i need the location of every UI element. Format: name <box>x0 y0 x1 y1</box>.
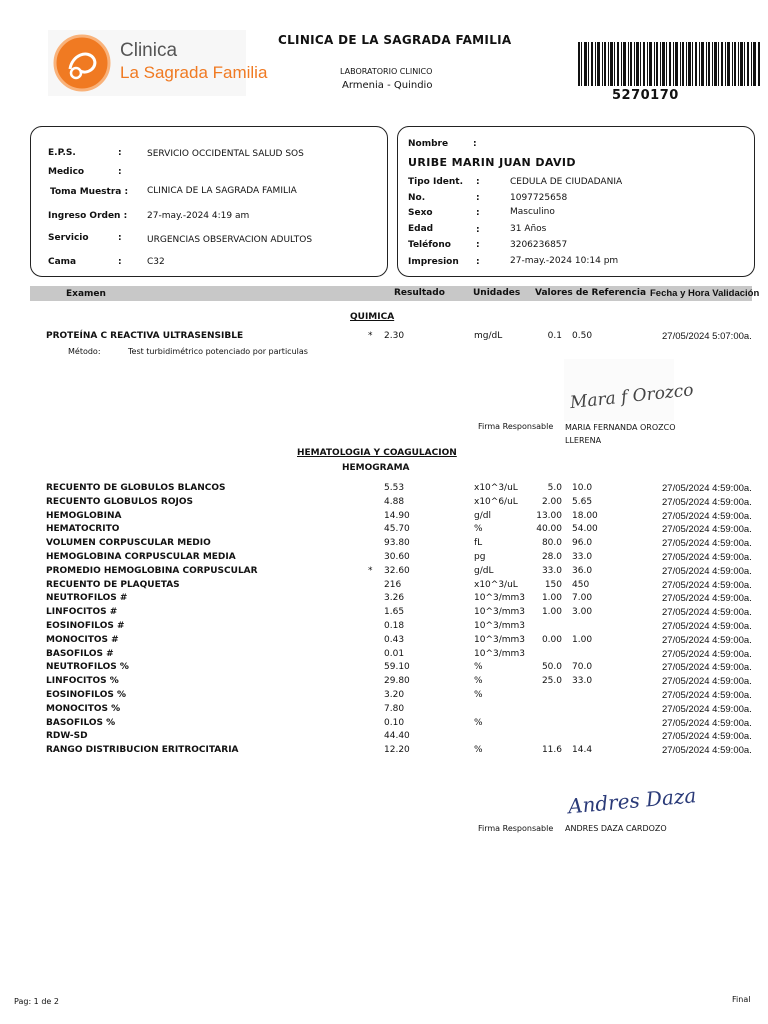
test-unit: x10^3/uL <box>474 579 518 590</box>
table-row <box>0 621 768 635</box>
test-name: NEUTROFILOS % <box>46 662 129 673</box>
test-value: 32.60 <box>384 565 410 576</box>
test-unit: 10^3/mm3 <box>474 634 526 645</box>
test-value: 29.80 <box>384 676 410 687</box>
validation-date: 27/05/2024 4:59:00a. <box>662 634 752 646</box>
section-hematologia: HEMATOLOGIA Y COAGULACION <box>297 448 457 458</box>
test-name: LINFOCITOS % <box>46 676 119 687</box>
responsable-name-2: LLERENA <box>565 436 602 445</box>
impresion-value: 27-may.-2024 10:14 pm <box>510 256 619 266</box>
test-value: 5.53 <box>384 483 405 493</box>
test-unit: % <box>474 524 483 535</box>
test-name: NEUTROFILOS # <box>46 593 128 604</box>
edad-value: 31 Años <box>510 224 547 234</box>
telefono-colon: : <box>476 240 480 250</box>
test-unit: g/dL <box>474 565 494 576</box>
no-label: No. <box>408 193 426 203</box>
method-label: Método: <box>68 347 101 356</box>
validation-date: 27/05/2024 4:59:00a. <box>662 607 752 619</box>
ref-max: 54.00 <box>572 524 598 535</box>
cama-value: C32 <box>147 257 165 267</box>
tipo-value: CEDULA DE CIUDADANIA <box>510 177 623 187</box>
test-unit: x10^6/uL <box>474 496 518 507</box>
test-unit: 10^3/mm3 <box>474 593 526 604</box>
ref-max: 33.0 <box>572 552 593 562</box>
cama-colon: : <box>118 257 122 267</box>
test-unit: pg <box>474 552 486 562</box>
subsection-hemograma: HEMOGRAMA <box>342 463 410 473</box>
test-value: 30.60 <box>384 552 410 562</box>
table-row <box>0 607 768 621</box>
table-row <box>0 745 768 759</box>
ref-min: 25.0 <box>541 676 562 687</box>
nombre-colon: : <box>473 139 477 149</box>
table-row <box>0 635 768 649</box>
barcode-number: 5270170 <box>612 88 679 103</box>
test-name: RECUENTO GLOBULOS ROJOS <box>46 496 193 507</box>
test-name: HEMOGLOBINA <box>46 510 122 521</box>
validation-date: 27/05/2024 4:59:00a. <box>662 621 752 632</box>
medico-colon: : <box>118 167 122 177</box>
test-unit: % <box>474 662 483 673</box>
col-examen: Examen <box>66 289 106 299</box>
signature-image <box>566 763 698 823</box>
validation-date: 27/05/2024 4:59:00a. <box>662 593 752 605</box>
ref-max: 7.00 <box>572 593 593 604</box>
barcode-icon <box>578 42 762 86</box>
ref-max: 10.0 <box>572 483 593 493</box>
table-row <box>0 331 768 345</box>
ref-min: 1.00 <box>541 593 562 604</box>
validation-date: 27/05/2024 4:59:00a. <box>662 731 752 743</box>
ref-min: 0.1 <box>547 331 562 341</box>
logo-line2: La Sagrada Familia <box>120 63 268 82</box>
ref-max: 96.0 <box>572 538 593 549</box>
test-name: BASOFILOS # <box>46 648 114 659</box>
test-unit: 10^3/mm3 <box>474 621 526 631</box>
validation-date: 27/05/2024 4:59:00a. <box>662 496 752 508</box>
test-name: HEMOGLOBINA CORPUSCULAR MEDIA <box>46 552 236 562</box>
signature-image <box>564 359 695 421</box>
test-name: BASOFILOS % <box>46 717 116 728</box>
test-name: PROTEÍNA C REACTIVA ULTRASENSIBLE <box>46 331 244 341</box>
validation-date: 27/05/2024 4:59:00a. <box>662 703 752 715</box>
test-name: EOSINOFILOS % <box>46 690 127 700</box>
eps-value: SERVICIO OCCIDENTAL SALUD SOS <box>147 149 304 159</box>
ref-min: 0.00 <box>541 634 562 645</box>
validation-date: 27/05/2024 4:59:00a. <box>662 717 752 729</box>
ref-max: 1.00 <box>572 634 593 645</box>
ref-max: 0.50 <box>572 331 593 341</box>
clinic-logo <box>48 30 268 96</box>
table-row <box>0 676 768 690</box>
col-fecha: Fecha y Hora Validación <box>650 288 760 299</box>
eps-colon: : <box>118 148 122 158</box>
test-unit: fL <box>474 538 483 549</box>
section-quimica: QUIMICA <box>350 312 395 322</box>
test-name: MONOCITOS % <box>46 703 121 714</box>
test-unit: % <box>474 676 483 687</box>
test-name: RANGO DISTRIBUCION ERITROCITARIA <box>46 745 239 756</box>
validation-date: 27/05/2024 4:59:00a. <box>662 510 752 522</box>
servicio-label: Servicio <box>48 233 89 243</box>
test-value: 0.10 <box>384 717 405 728</box>
logo-line1: Clinica <box>120 40 178 61</box>
validation-date: 27/05/2024 4:59:00a. <box>662 524 752 536</box>
ref-min: 150 <box>544 579 562 590</box>
sexo-value: Masculino <box>510 207 555 217</box>
ref-max: 5.65 <box>572 496 593 507</box>
table-row <box>0 511 768 525</box>
test-value: 216 <box>384 579 402 590</box>
report-status: Final <box>732 995 751 1004</box>
test-name: VOLUMEN CORPUSCULAR MEDIO <box>46 538 211 549</box>
signature-handwriting: Andres Daza <box>567 783 698 819</box>
table-row <box>0 649 768 663</box>
test-name: MONOCITOS # <box>46 634 119 645</box>
validation-date: 27/05/2024 4:59:00a. <box>662 745 752 757</box>
ref-max: 70.0 <box>572 662 593 673</box>
telefono-value: 3206236857 <box>510 240 568 250</box>
table-row <box>0 524 768 538</box>
ref-max: 3.00 <box>572 607 593 618</box>
nombre-label: Nombre <box>408 139 449 149</box>
ref-min: 11.6 <box>541 745 562 756</box>
test-value: 1.65 <box>384 607 405 618</box>
ref-min: 5.0 <box>547 483 562 493</box>
test-value: 44.40 <box>384 731 410 742</box>
table-row <box>0 662 768 676</box>
firma-label: Firma Responsable <box>478 422 554 431</box>
ref-min: 50.0 <box>541 662 562 673</box>
page-title: CLINICA DE LA SAGRADA FAMILIA <box>278 33 512 47</box>
ref-min: 33.0 <box>541 565 562 576</box>
responsable-name: ANDRES DAZA CARDOZO <box>565 824 667 833</box>
test-value: 59.10 <box>384 662 410 673</box>
ingreso-value: 27-may.-2024 4:19 am <box>147 211 250 221</box>
col-unidades: Unidades <box>473 288 521 298</box>
test-value: 3.20 <box>384 690 405 700</box>
validation-date: 27/05/2024 4:59:00a. <box>662 690 752 701</box>
table-row <box>0 731 768 745</box>
page-number: Pag: 1 de 2 <box>14 997 59 1006</box>
patient-name: URIBE MARIN JUAN DAVID <box>408 156 576 169</box>
validation-date: 27/05/2024 4:59:00a. <box>662 483 752 494</box>
test-unit: mg/dL <box>474 331 503 341</box>
signature-handwriting: Mara f Orozco <box>569 380 695 414</box>
test-name: RECUENTO DE GLOBULOS BLANCOS <box>46 483 226 493</box>
validation-date: 27/05/2024 4:59:00a. <box>662 552 752 563</box>
test-name: PROMEDIO HEMOGLOBINA CORPUSCULAR <box>46 565 258 576</box>
test-unit: % <box>474 717 483 728</box>
test-name: LINFOCITOS # <box>46 607 118 618</box>
abnormal-flag: * <box>368 331 373 341</box>
edad-label: Edad <box>408 224 434 234</box>
responsable-name: MARIA FERNANDA OROZCO <box>565 423 676 432</box>
eps-label: E.P.S. <box>48 148 76 158</box>
test-value: 0.18 <box>384 621 405 631</box>
test-value: 7.80 <box>384 703 405 714</box>
ref-max: 450 <box>572 579 590 590</box>
telefono-label: Teléfono <box>408 240 451 250</box>
table-row <box>0 566 768 580</box>
test-value: 12.20 <box>384 745 410 756</box>
col-referencia: Valores de Referencia <box>535 288 647 298</box>
test-value: 93.80 <box>384 538 410 549</box>
lab-subtitle: LABORATORIO CLINICO <box>340 67 433 76</box>
servicio-colon: : <box>118 233 122 243</box>
test-value: 3.26 <box>384 593 405 604</box>
test-value: 14.90 <box>384 510 410 521</box>
sexo-colon: : <box>476 208 480 218</box>
test-name: RECUENTO DE PLAQUETAS <box>46 579 180 590</box>
cama-label: Cama <box>48 257 77 267</box>
sexo-label: Sexo <box>408 208 433 218</box>
validation-date: 27/05/2024 4:59:00a. <box>662 538 752 550</box>
toma-value: CLINICA DE LA SAGRADA FAMILIA <box>147 186 297 196</box>
ref-min: 80.0 <box>541 538 562 549</box>
test-unit: 10^3/mm3 <box>474 607 526 618</box>
ref-max: 14.4 <box>572 745 593 756</box>
tipo-label: Tipo Ident. <box>408 177 464 187</box>
validation-date: 27/05/2024 4:59:00a. <box>662 579 752 591</box>
table-row <box>0 580 768 594</box>
test-unit: 10^3/mm3 <box>474 648 526 659</box>
impresion-label: Impresion <box>408 257 459 267</box>
toma-label: Toma Muestra : <box>50 187 129 197</box>
ref-min: 13.00 <box>536 510 562 521</box>
method-value: Test turbidimétrico potenciado por particulas <box>128 347 308 356</box>
abnormal-flag: * <box>368 565 373 576</box>
test-value: 0.43 <box>384 634 405 645</box>
test-name: HEMATOCRITO <box>46 524 120 535</box>
test-unit: g/dl <box>474 510 491 521</box>
table-row <box>0 718 768 732</box>
ref-min: 1.00 <box>541 607 562 618</box>
test-name: EOSINOFILOS # <box>46 621 125 631</box>
validation-date: 27/05/2024 4:59:00a. <box>662 662 752 674</box>
servicio-value: URGENCIAS OBSERVACION ADULTOS <box>147 235 313 245</box>
table-row <box>0 593 768 607</box>
test-name: RDW-SD <box>46 731 88 742</box>
no-value: 1097725658 <box>510 193 568 203</box>
validation-date: 27/05/2024 4:59:00a. <box>662 676 752 688</box>
test-value: 2.30 <box>384 331 405 341</box>
table-row <box>0 704 768 718</box>
lab-location: Armenia - Quindio <box>342 80 433 91</box>
ref-min: 2.00 <box>541 496 562 507</box>
ref-min: 28.0 <box>541 552 562 562</box>
validation-date: 27/05/2024 5:07:00a. <box>662 331 752 342</box>
ingreso-label: Ingreso Orden : <box>48 211 128 221</box>
test-value: 4.88 <box>384 496 405 507</box>
table-row <box>0 483 768 497</box>
logo-emblem-icon <box>52 33 112 93</box>
validation-date: 27/05/2024 4:59:00a. <box>662 648 752 660</box>
table-row <box>0 690 768 704</box>
test-unit: % <box>474 745 483 756</box>
col-resultado: Resultado <box>394 288 445 298</box>
test-value: 0.01 <box>384 648 405 659</box>
test-unit: x10^3/uL <box>474 483 518 493</box>
impresion-colon: : <box>476 257 480 267</box>
no-colon: : <box>476 193 480 203</box>
tipo-colon: : <box>476 177 480 187</box>
firma-label: Firma Responsable <box>478 824 554 833</box>
medico-label: Medico <box>48 167 85 177</box>
test-unit: % <box>474 690 483 700</box>
ref-max: 18.00 <box>572 510 598 521</box>
patient-info-box <box>397 126 755 277</box>
test-value: 45.70 <box>384 524 410 535</box>
ref-max: 36.0 <box>572 565 593 576</box>
table-row <box>0 538 768 552</box>
table-row <box>0 552 768 566</box>
ref-max: 33.0 <box>572 676 593 687</box>
ref-min: 40.00 <box>536 524 562 535</box>
validation-date: 27/05/2024 4:59:00a. <box>662 565 752 577</box>
edad-colon: : <box>476 225 480 235</box>
table-row <box>0 497 768 511</box>
